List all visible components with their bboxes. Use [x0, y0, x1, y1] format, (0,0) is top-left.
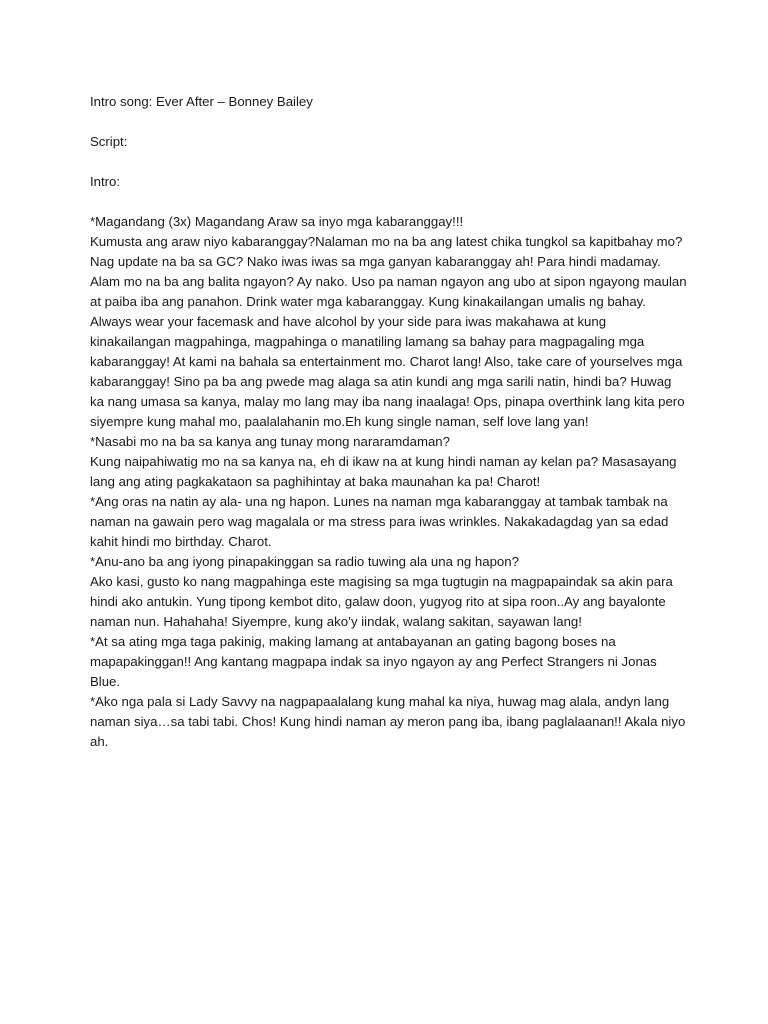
intro-label: Intro:: [90, 174, 121, 189]
document-body: [90, 92, 688, 752]
paragraph: Ako kasi, gusto ko nang magpahinga este magising sa mga tugtugin na magpapaindak sa akin para hindi ako antukin. Yung tipong kembot dito, galaw doon, yugyog rito at sipa roon..Ay ang bayalonte naman nun. Hahahaha! Siyempre, kung ako’y iindak, walang sakitan, sayawan lang!: [90, 574, 673, 629]
intro-song-line: Intro song: Ever After – Bonney Bailey: [90, 94, 313, 109]
paragraph: Kung naipahiwatig mo na sa kanya na, eh di ikaw na at kung hindi naman ay kelan pa? Masasayang lang ang ating pagkakataon sa paghihintay at baka maunahan ka pa! Charot!: [90, 454, 677, 489]
script-label: Script:: [90, 134, 128, 149]
paragraph: *Ang oras na natin ay ala- una ng hapon. Lunes na naman mga kabaranggay at tambak tambak na naman na gawain pero wag magalala or ma stress para iwas wrinkles. Nakakadagdag yan sa edad kahit hindi mo birthday. Charot.: [90, 494, 669, 549]
paragraph: *At sa ating mga taga pakinig, making lamang at antabayanan an gating bagong boses na mapapakinggan!! Ang kantang magpapa indak sa inyo ngayon ay ang Perfect Strangers ni Jonas Blue.: [90, 634, 657, 689]
paragraph: *Ako nga pala si Lady Savvy na nagpapaalalang kung mahal ka niya, huwag mag alala, andyn lang naman siya…sa tabi tabi. Chos! Kung hindi naman ay meron pang iba, ibang paglalaanan!! Akala niyo ah.: [90, 694, 686, 749]
paragraph: *Anu-ano ba ang iyong pinapakinggan sa radio tuwing ala una ng hapon?: [90, 554, 519, 569]
paragraph: Kumusta ang araw niyo kabaranggay?Nalaman mo na ba ang latest chika tungkol sa kapitbahay mo? Nag update na ba sa GC? Nako iwas iwas sa mga ganyan kabaranggay ah! Para hindi madamay. Alam mo na ba ang balita ngayon? Ay nako. Uso pa naman ngayon ang ubo at sipon ngayong maulan at paiba iba ang panahon. Drink water mga kabaranggay. Kung kinakailangan umalis ng bahay. Always wear your facemask and have alcohol by your side para iwas makahawa at kung kinakailangan magpahinga, magpahinga o manatiling lamang sa bahay para magpagaling mga kabaranggay! At kami na bahala sa entertainment mo. Charot lang! Also, take care of yourselves mga kabaranggay! Sino pa ba ang pwede mag alaga sa atin kundi ang mga sarili natin, hindi ba? Huwag ka nang umasa sa kanya, malay mo lang may iba nang inaalaga! Ops, pinapa overthink lang kita pero siyempre kung mahal mo, paalalahanin mo.Eh kung single naman, self love lang yan!: [90, 234, 687, 429]
paragraph: *Magandang (3x) Magandang Araw sa inyo mga kabaranggay!!!: [90, 214, 464, 229]
paragraph: *Nasabi mo na ba sa kanya ang tunay mong nararamdaman?: [90, 434, 450, 449]
